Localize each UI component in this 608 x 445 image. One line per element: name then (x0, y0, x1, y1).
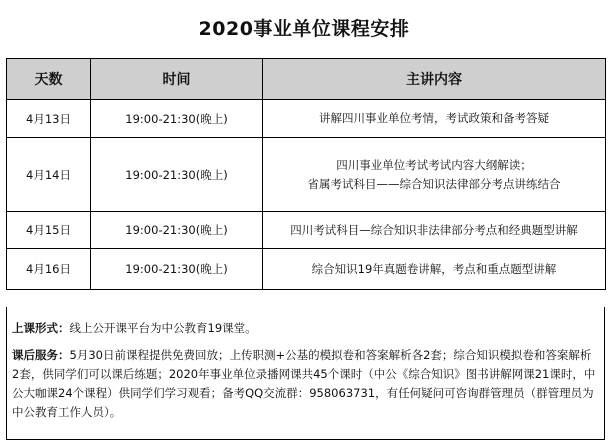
topic-line: 省属考试科目——综合知识法律部分考点讲练结合 (307, 176, 561, 191)
notes-box (6, 307, 605, 440)
row-time: 19:00-21:30(晚上) (91, 249, 263, 290)
schedule-table (6, 58, 606, 290)
row-date: 4月13日 (7, 100, 91, 138)
table-row (7, 100, 606, 138)
header-content: 主讲内容 (263, 59, 606, 100)
topic-line: 四川考试科目—综合知识非法律部分考点和经典题型讲解 (290, 222, 578, 237)
row-date: 4月16日 (7, 249, 91, 290)
page-title: 2020事业单位课程安排 (198, 18, 410, 40)
header-days: 天数 (7, 59, 91, 100)
row-topic (263, 212, 606, 249)
row-date: 4月15日 (7, 212, 91, 249)
class-format-text: 线上公开课平台为中公教育19课堂。 (69, 321, 257, 335)
row-topic (263, 249, 606, 290)
header-time: 时间 (91, 59, 263, 100)
class-format-label: 上课形式： (12, 321, 70, 335)
after-class-label: 课后服务： (12, 348, 70, 362)
row-topic (263, 138, 606, 212)
row-time: 19:00-21:30(晚上) (91, 212, 263, 249)
after-class-text: 5月30日前课程提供免费回放；上传职测+公基的模拟卷和答案解析各2套；综合知识模拟卷和答案解析2套，供同学们可以课后练题；2020年事业单位录播网课共45个课时（中公《综合知识》图书讲解网课21课时，中公大咖课24个课程）供同学们学习观看；备考QQ交流群：958063731，有任何疑问可咨询群管理员（群管理员为中公教育工作人员）。 (12, 348, 596, 419)
table-row (7, 212, 606, 249)
table-row (7, 138, 606, 212)
class-format-note (12, 319, 598, 338)
topic-line: 讲解四川事业单位考情，考试政策和备考答疑 (319, 111, 549, 125)
row-topic (263, 100, 606, 138)
row-time: 19:00-21:30(晚上) (91, 138, 263, 212)
topic-line: 综合知识19年真题卷讲解，考点和重点题型讲解 (311, 261, 557, 276)
after-class-note (12, 346, 598, 422)
row-time: 19:00-21:30(晚上) (91, 100, 263, 138)
topic-line: 四川事业单位考试考试内容大纲解读； (336, 157, 532, 172)
table-row (7, 249, 606, 290)
table-header-row (7, 59, 606, 100)
row-date: 4月14日 (7, 138, 91, 212)
